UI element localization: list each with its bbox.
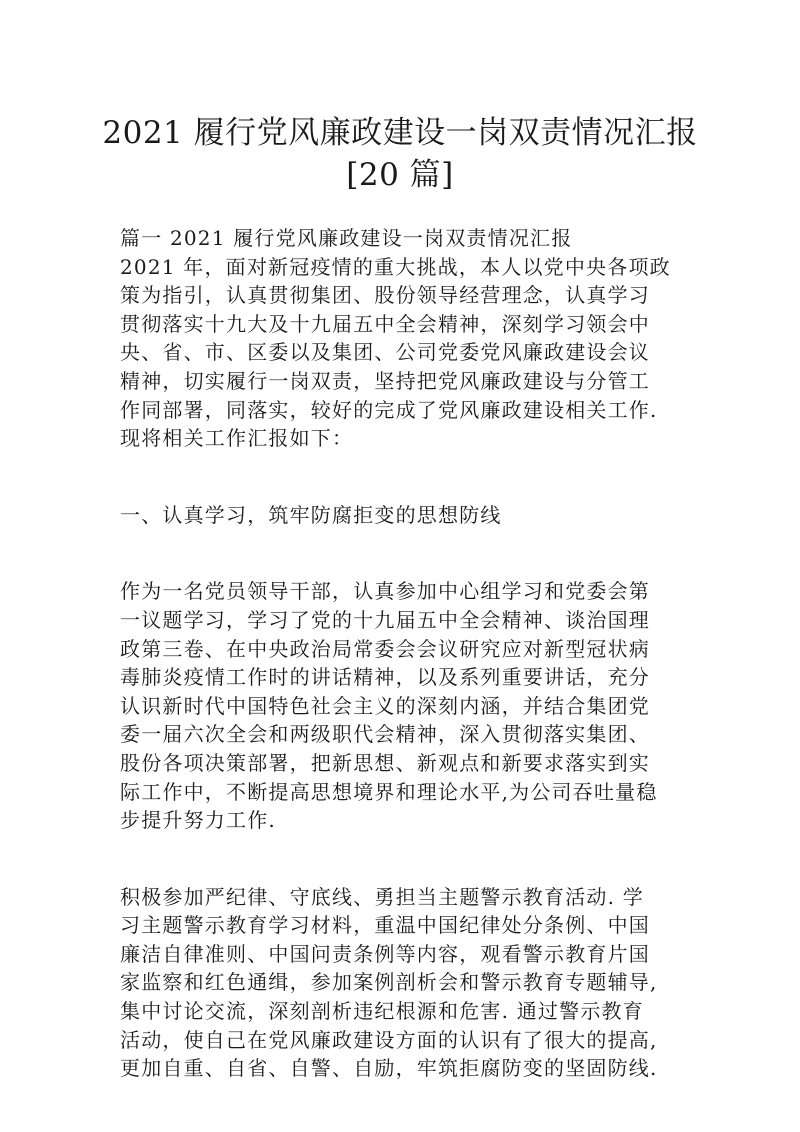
paragraph-gap [120, 835, 692, 883]
text-line: 篇一 2021 履行党风廉政建设一岗双责情况汇报 [120, 226, 573, 250]
paragraph-gap [120, 453, 692, 501]
document-body [120, 224, 692, 1083]
text-line: 际工作中，不断提高思想境界和理论水平,为公司吞吐量稳 [120, 779, 658, 804]
title-line-1: 2021 履行党风廉政建设一岗双责情况汇报 [102, 115, 698, 151]
paragraph-warning-education [120, 883, 692, 1083]
text-line: 贯彻落实十九大及十九届五中全会精神，深刻学习领会中 [120, 311, 650, 336]
text-line: 家监察和红色通缉，参加案例剖析会和警示教育专题辅导, [120, 970, 658, 995]
document-title [100, 112, 700, 196]
section-intro [120, 224, 692, 453]
text-line: 委一届六次全会和两级职代会精神，深入贯彻落实集团、 [120, 722, 650, 747]
text-line: 作为一名党员领导干部，认真参加中心组学习和党委会第 [120, 579, 650, 604]
text-line: 集中讨论交流，深刻剖析违纪根源和危害. 通过警示教育 [120, 999, 644, 1024]
text-line: 央、省、市、区委以及集团、公司党委党风廉政建设会议 [120, 340, 650, 365]
paragraph-study [120, 577, 692, 834]
text-line: 策为指引，认真贯彻集团、股份领导经营理念，认真学习 [120, 283, 650, 308]
text-line: 认识新时代中国特色社会主义的深刻内涵，并结合集团党 [120, 693, 650, 718]
text-line: 积极参加严纪律、守底线、勇担当主题警示教育活动. 学 [120, 884, 644, 909]
text-line: 廉洁自律准则、中国问责条例等内容，观看警示教育片国 [120, 941, 650, 966]
title-line-2: [20 篇] [346, 157, 454, 193]
text-line: 习主题警示教育学习材料，重温中国纪律处分条例、中国 [120, 913, 650, 938]
text-line: 更加自重、自省、自警、自励，牢筑拒腐防变的坚固防线. [120, 1056, 658, 1081]
text-line: 现将相关工作汇报如下： [120, 426, 354, 451]
text-line: 精神，切实履行一岗双责，坚持把党风廉政建设与分管工 [120, 368, 650, 393]
text-line: 毒肺炎疫情工作时的讲话精神，以及系列重要讲话，充分 [120, 665, 650, 690]
section-heading-1 [120, 501, 692, 530]
text-line: 步提升努力工作. [120, 808, 276, 833]
text-line: 活动，使自己在党风廉政建设方面的认识有了很大的提高, [120, 1027, 658, 1052]
text-line: 2021 年，面对新冠疫情的重大挑战，本人以党中央各项政 [120, 254, 671, 279]
text-line: 股份各项决策部署，把新思想、新观点和新要求落实到实 [120, 750, 650, 775]
paragraph-gap [120, 529, 692, 577]
text-line: 政第三卷、在中央政治局常委会会议研究应对新型冠状病 [120, 636, 650, 661]
text-line: 一议题学习，学习了党的十九届五中全会精神、谈治国理 [120, 607, 650, 632]
heading-line: 一、认真学习，筑牢防腐拒变的思想防线 [120, 502, 502, 527]
text-line: 作同部署，同落实，较好的完成了党风廉政建设相关工作. [120, 397, 658, 422]
